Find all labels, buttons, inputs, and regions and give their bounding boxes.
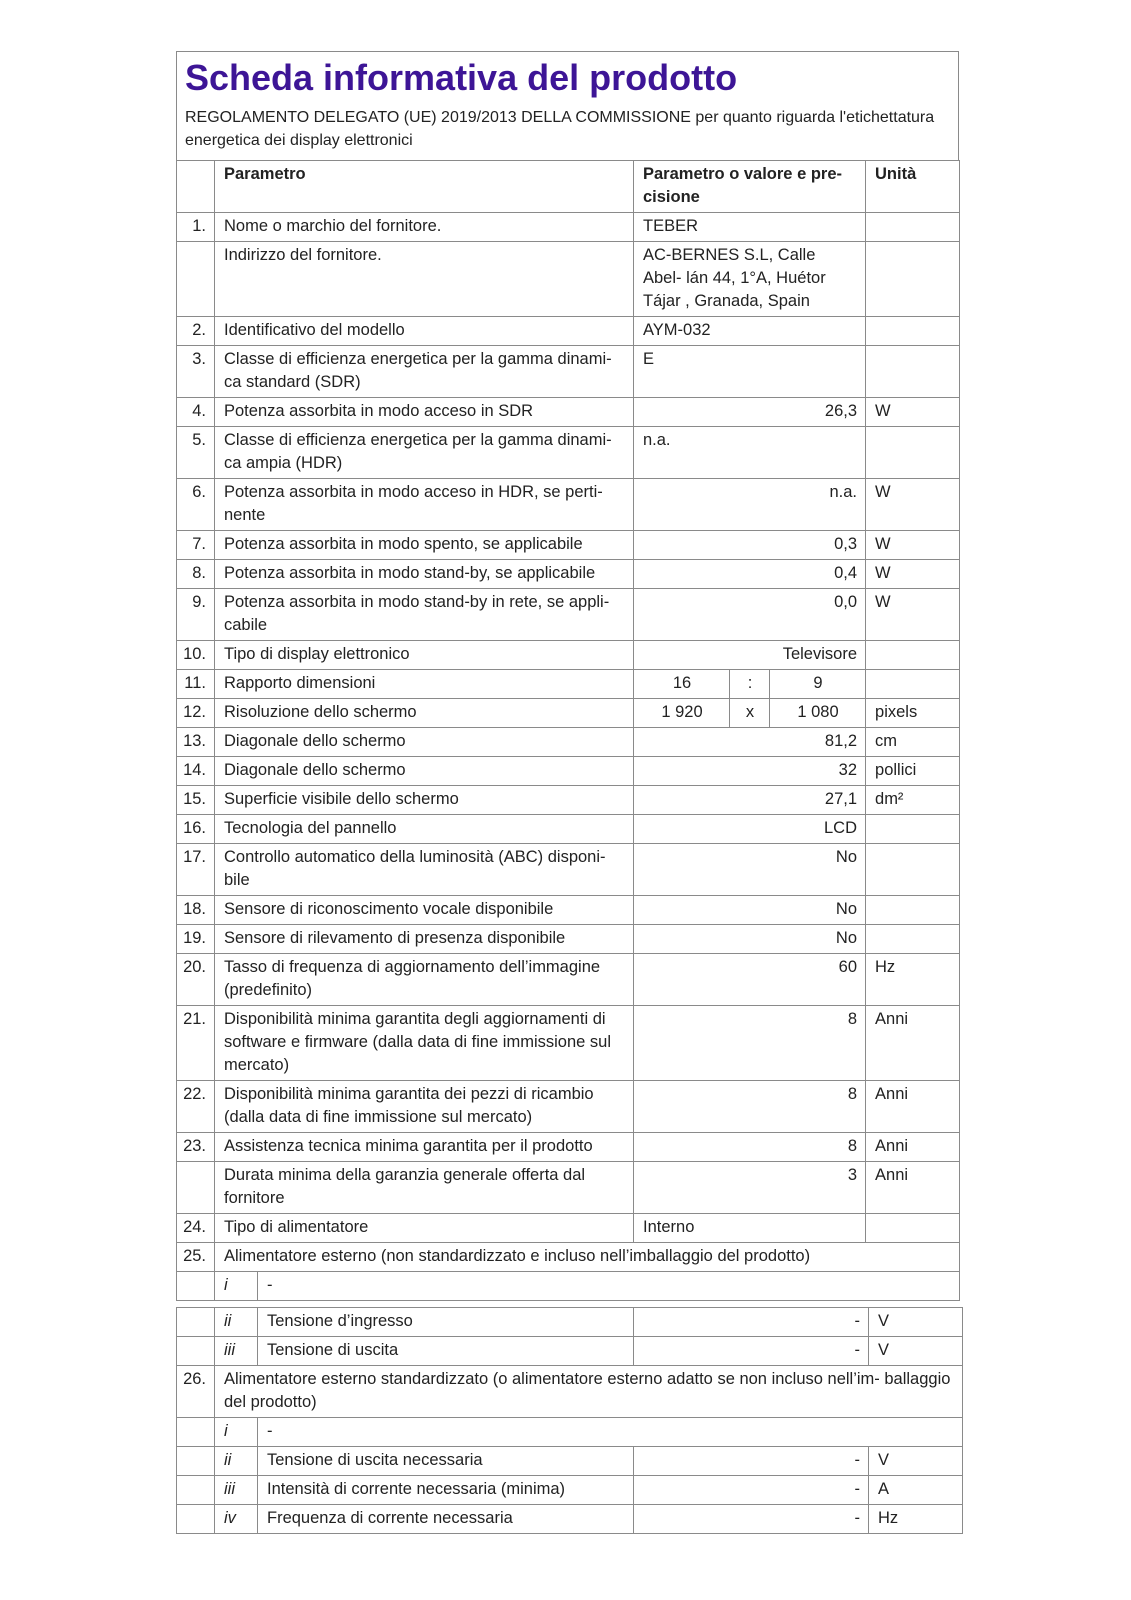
table-row: 13. Diagonale dello schermo 81,2 cm [177,728,960,757]
sheet-header [176,51,959,160]
table-row: ii Tensione di uscita necessaria - V [177,1447,963,1476]
table-row: 4. Potenza assorbita in modo acceso in SDR 26,3 W [177,398,960,427]
table-row: 12. Risoluzione dello schermo 1 920 x 1 080 pixels [177,699,960,728]
table-row: 8. Potenza assorbita in modo stand-by, se applicabile 0,4 W [177,560,960,589]
regulation-subtitle: REGOLAMENTO DELEGATO (UE) 2019/2013 DELLA COMMISSIONE per quanto riguarda l'etichettatura energetica dei display elettronici [185,109,935,149]
table-row: 7. Potenza assorbita in modo spento, se applicabile 0,3 W [177,531,960,560]
page-title: Scheda informativa del prodotto [185,57,738,98]
table-row: Durata minima della garanzia generale offerta dal fornitore 3 Anni [177,1162,960,1214]
table-row: 21. Disponibilità minima garantita degli aggiornamenti di software e firmware (dalla data di fine immissione sul mercato) 8 Anni [177,1006,960,1081]
table-row: 26. Alimentatore esterno standardizzato (o alimentatore esterno adatto se non incluso nell’im- ballaggio del prodotto) [177,1366,963,1418]
table-row: 1. Nome o marchio del fornitore. TEBER [177,213,960,242]
table-row: iii Intensità di corrente necessaria (minima) - A [177,1476,963,1505]
table-row: 14. Diagonale dello schermo 32 pollici [177,757,960,786]
table-row: 15. Superficie visibile dello schermo 27,1 dm² [177,786,960,815]
table-row: 22. Disponibilità minima garantita dei pezzi di ricambio (dalla data di fine immissione sul mercato) 8 Anni [177,1081,960,1133]
table-row: ii Tensione d’ingresso - V [177,1308,963,1337]
table-row: 18. Sensore di riconoscimento vocale disponibile No [177,896,960,925]
table-row: 9. Potenza assorbita in modo stand-by in rete, se appli- cabile 0,0 W [177,589,960,641]
table-row: 20. Tasso di frequenza di aggiornamento dell’immagine (predefinito) 60 Hz [177,954,960,1006]
table-row: 23. Assistenza tecnica minima garantita per il prodotto 8 Anni [177,1133,960,1162]
table-row: 25. Alimentatore esterno (non standardizzato e incluso nell’imballaggio del prodotto) [177,1243,960,1272]
power-supply-table [176,1307,963,1534]
table-row: 6. Potenza assorbita in modo acceso in HDR, se perti- nente n.a. W [177,479,960,531]
table-row: i - [177,1272,960,1301]
header-unit: Unità [866,161,960,213]
table-row: 24. Tipo di alimentatore Interno [177,1214,960,1243]
table-row: 10. Tipo di display elettronico Televisore [177,641,960,670]
table-row: iv Frequenza di corrente necessaria - Hz [177,1505,963,1534]
parameters-table [176,160,960,1301]
header-parameter: Parametro [215,161,634,213]
table-row: 19. Sensore di rilevamento di presenza disponibile No [177,925,960,954]
product-information-sheet [176,51,959,1534]
table-row: iii Tensione di uscita - V [177,1337,963,1366]
table-header-row [177,161,960,213]
table-row: i - [177,1418,963,1447]
table-row: 17. Controllo automatico della luminosità (ABC) disponi- bile No [177,844,960,896]
table-row: Indirizzo del fornitore. AC-BERNES S.L, Calle Abel- lán 44, 1°A, Huétor Tájar , Granada, Spain [177,242,960,317]
table-row: 5. Classe di efficienza energetica per la gamma dinami- ca ampia (HDR) n.a. [177,427,960,479]
header-value: Parametro o valore e pre- cisione [634,161,866,213]
table-row: 2. Identificativo del modello AYM-032 [177,317,960,346]
table-row: 11. Rapporto dimensioni 16 : 9 [177,670,960,699]
table-row: 3. Classe di efficienza energetica per la gamma dinami- ca standard (SDR) E [177,346,960,398]
table-row: 16. Tecnologia del pannello LCD [177,815,960,844]
